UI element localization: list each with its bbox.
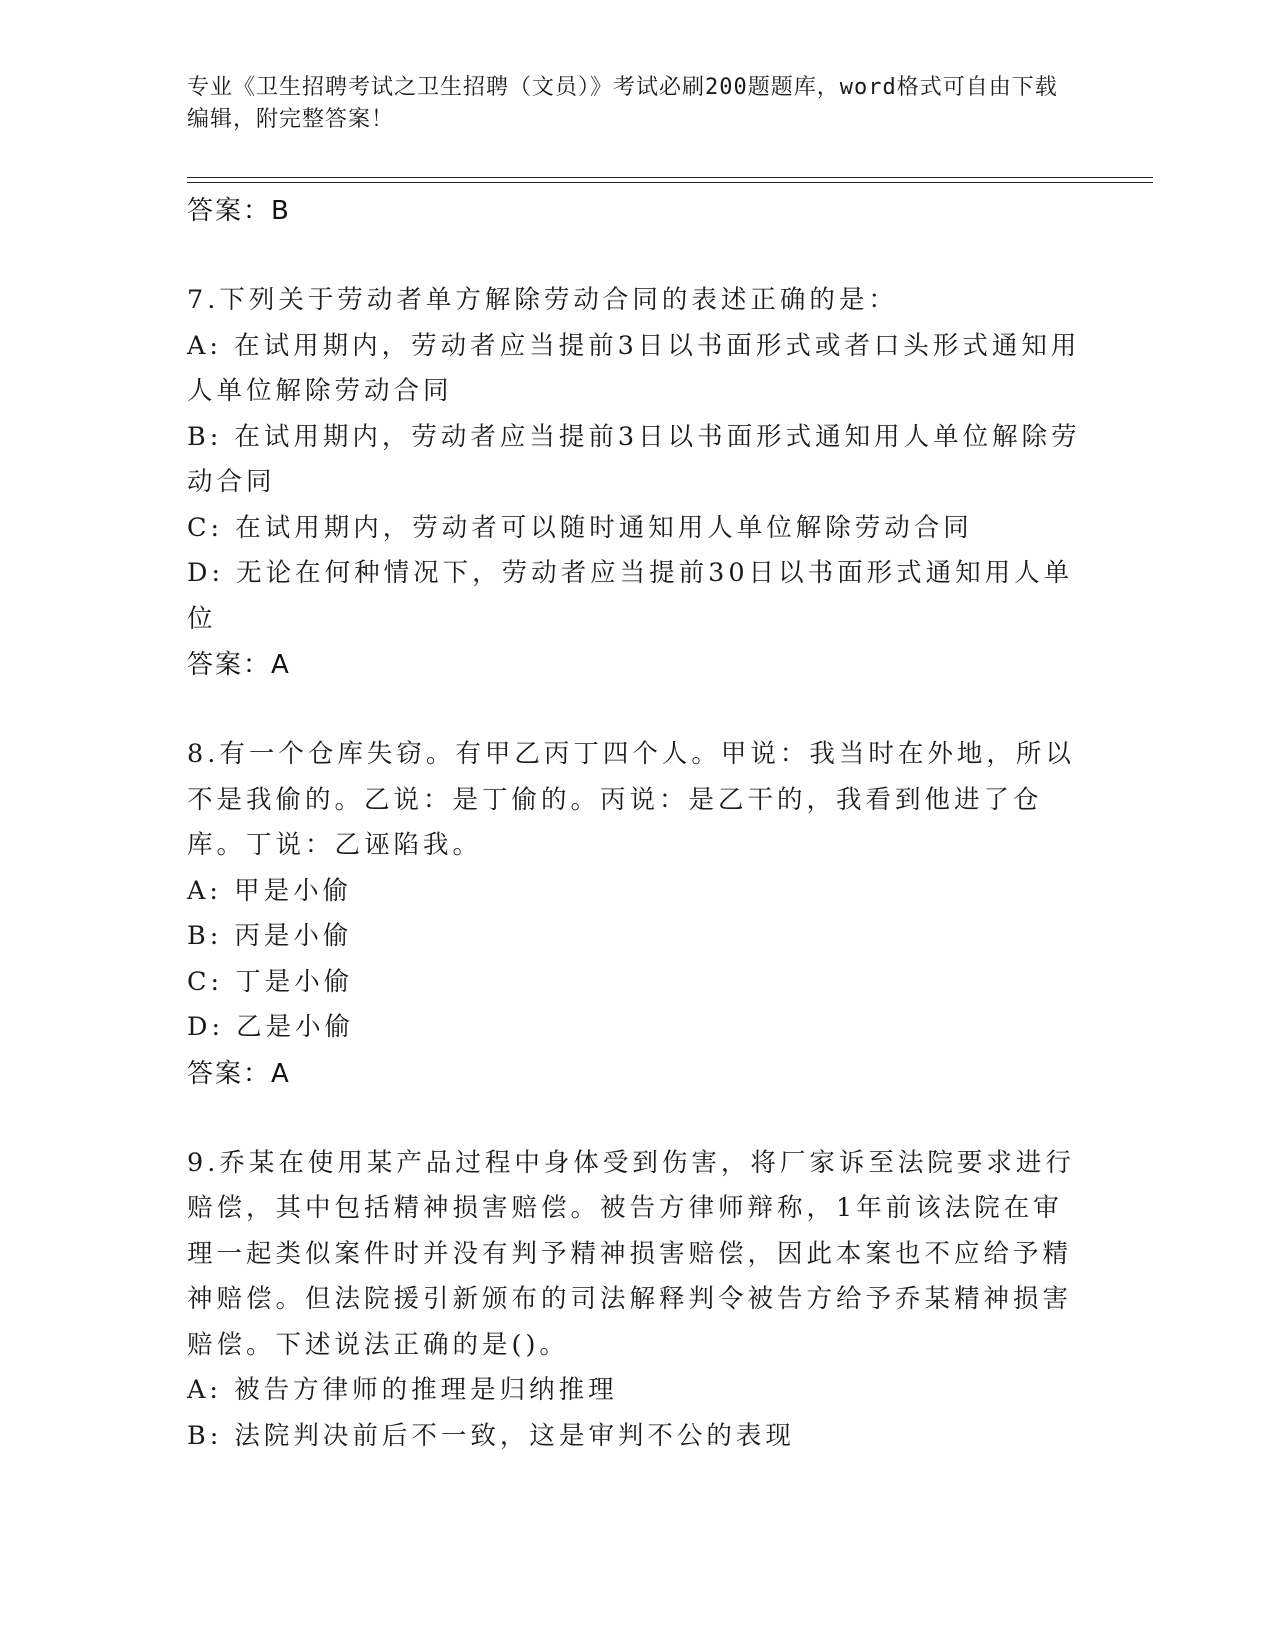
question-text: 7.下列关于劳动者单方解除劳动合同的表述正确的是： <box>187 285 898 315</box>
option-a: A: 被告方律师的推理是归纳推理 <box>187 1375 618 1405</box>
question-7 <box>187 278 1087 688</box>
question-content <box>187 188 1087 1459</box>
option-d: D: 无论在何种情况下，劳动者应当提前30日以书面形式通知用人单位 <box>187 558 1074 634</box>
option-b: B: 法院判决前后不一致，这是审判不公的表现 <box>187 1420 795 1451</box>
header-rule-bottom <box>187 182 1153 183</box>
option-a: A: 在试用期内，劳动者应当提前3日以书面形式或者口头形式通知用人单位解除劳动合同 <box>187 330 1081 406</box>
question-8 <box>187 732 1087 1097</box>
question-text: 9.乔某在使用某产品过程中身体受到伤害，将厂家诉至法院要求进行赔偿，其中包括精神损害赔偿。被告方律师辩称，1年前该法院在审理一起类似案件时并没有判予精神损害赔偿，因此本案也不应给予精神赔偿。但法院援引新颁布的司法解释判令被告方给予乔某精神损害赔偿。下述说法正确的是()。 <box>187 1147 1075 1360</box>
header-rule-top <box>187 177 1153 178</box>
option-c: C: 丁是小偷 <box>187 966 354 997</box>
question-text: 8.有一个仓库失窃。有甲乙丙丁四个人。甲说：我当时在外地，所以不是我偷的。乙说：是丁偷的。丙说：是乙干的，我看到他进了仓库。丁说：乙诬陷我。 <box>187 739 1075 860</box>
answer-label: 答案：B <box>187 196 291 226</box>
page-header: 专业《卫生招聘考试之卫生招聘（文员）》考试必刷200题题库，word格式可自由下载编辑，附完整答案！ <box>187 75 1058 132</box>
option-a: A: 甲是小偷 <box>187 875 353 906</box>
option-c: C: 在试用期内，劳动者可以随时通知用人单位解除劳动合同 <box>187 512 973 543</box>
option-d: D: 乙是小偷 <box>187 1012 355 1042</box>
answer-label: 答案：A <box>187 650 291 680</box>
question-9 <box>187 1141 1087 1460</box>
option-b: B: 在试用期内，劳动者应当提前3日以书面形式通知用人单位解除劳动合同 <box>187 421 1081 497</box>
answer-label: 答案：A <box>187 1058 291 1089</box>
option-b: B: 丙是小偷 <box>187 921 353 951</box>
